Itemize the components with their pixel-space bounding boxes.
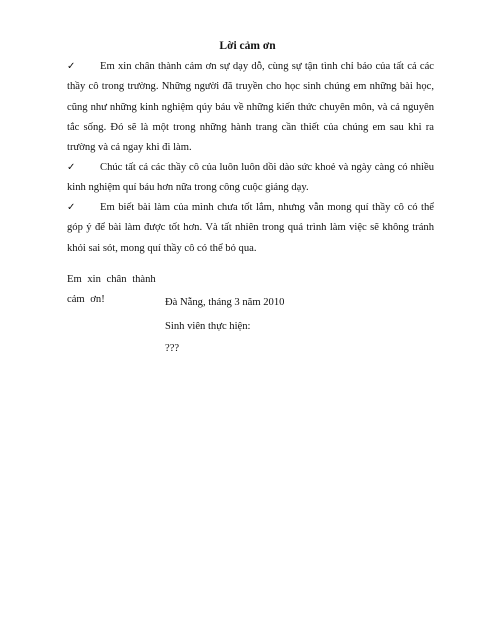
check-icon: ✓ [67, 162, 76, 173]
check-icon: ✓ [67, 61, 76, 72]
paragraph-text: Em biết bài làm của mình chưa tốt lắm, nhưng vẫn mong quí thầy cô có thể góp ý để bài làm được tốt hơn. Và tất nhiên trong quá trình làm việc sẽ không tránh khỏi sai sót, mong quí thầy cô có thể bỏ qua. [67, 202, 434, 254]
paragraph-gratitude [67, 57, 434, 158]
paragraph-wishes [67, 158, 434, 199]
document-title: Lời cảm ơn [219, 40, 276, 52]
signature-name: ??? [165, 343, 180, 354]
signature-date: Đà Nẵng, tháng 3 năm 2010 [165, 297, 285, 308]
signature-role: Sinh viên thực hiện: [165, 321, 251, 332]
closing-line: Em xin chân thành cảm ơn! [67, 274, 156, 305]
check-icon: ✓ [67, 202, 76, 213]
paragraph-feedback [67, 198, 434, 259]
paragraph-text: Em xin chân thành cảm ơn sự dạy dỗ, cùng sự tận tình chỉ bảo của tất cả các thầy cô trong trường. Những người đã truyền cho học sinh chúng em những bài học, cũng như những kinh nghiệm qúy báu về những kiến thức chuyên môn, và cả nguyên tắc sống. Đó sẽ là một trong những hành trang cần thiết của chúng em sau khi ra trường và cả ngay khi đi làm. [67, 61, 434, 154]
paragraph-text: Chúc tất cả các thầy cô của luôn luôn dồi dào sức khoẻ và ngày càng có nhiều kinh nghiệm quí báu hơn nữa trong công cuộc giảng dạy. [67, 162, 434, 194]
